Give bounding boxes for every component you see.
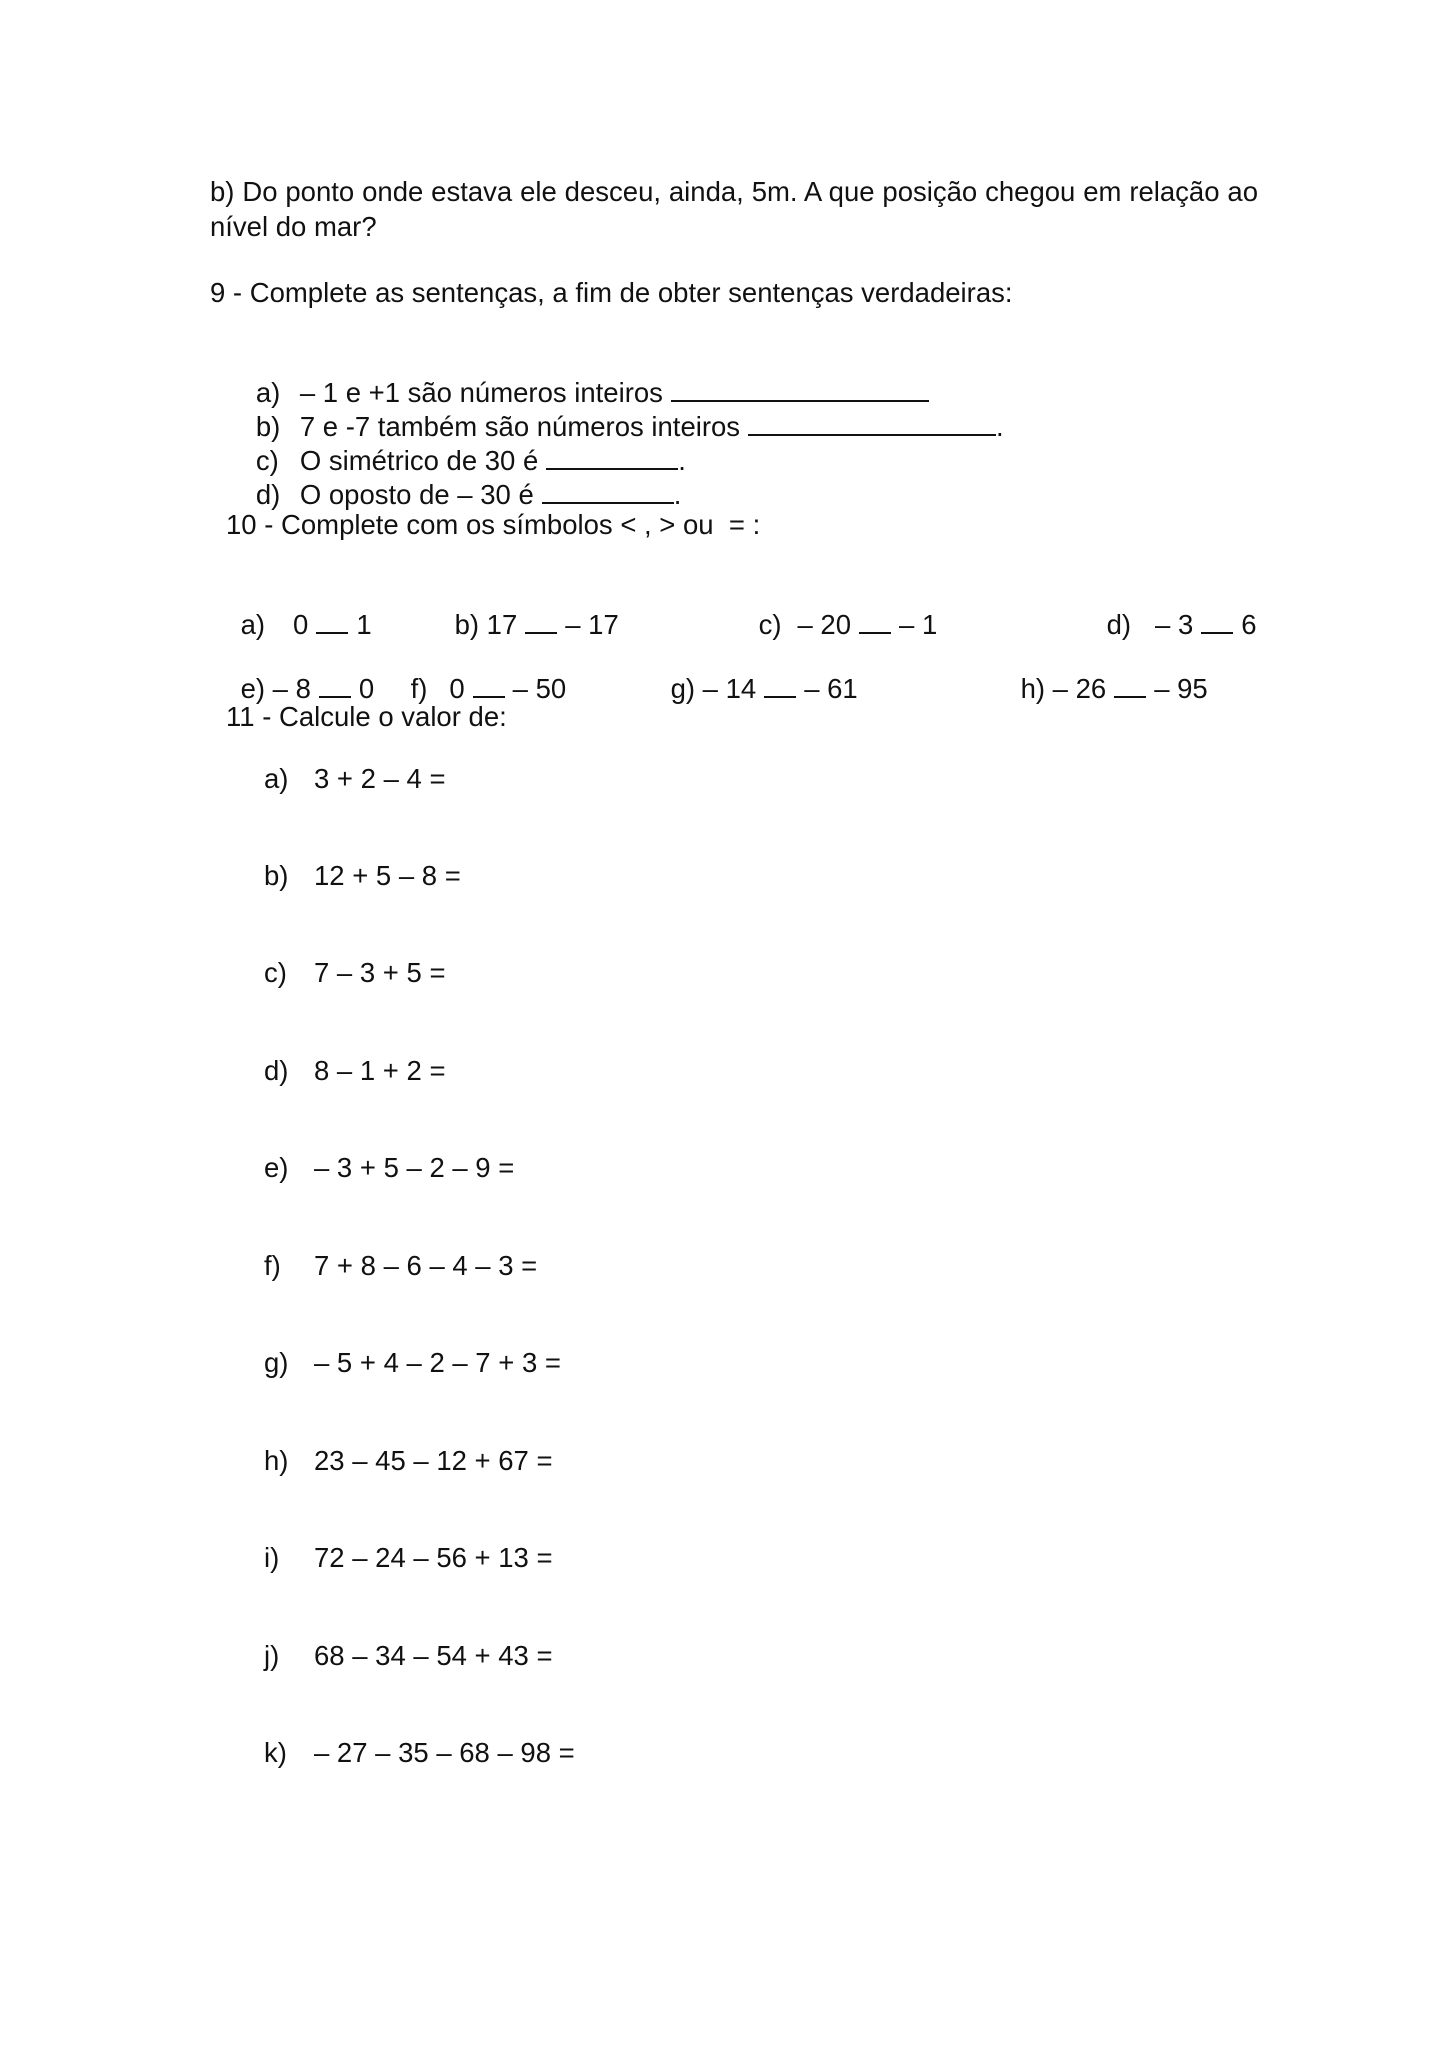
item-label: h) — [1020, 673, 1046, 704]
question-11-item-b — [264, 859, 461, 893]
question-11-item-k — [264, 1736, 575, 1770]
item-label: k) — [264, 1737, 287, 1768]
item-label: a) — [255, 377, 281, 408]
compare-left: 0 — [293, 609, 309, 640]
compare-right: – 17 — [565, 609, 619, 640]
expression: 8 – 1 + 2 = — [314, 1055, 446, 1086]
item-label: b) — [454, 609, 480, 640]
expression: 72 – 24 – 56 + 13 = — [314, 1542, 553, 1573]
compare-left: – 14 — [702, 673, 757, 704]
item-text: 7 e -7 também são números inteiros — [299, 411, 741, 442]
symbol-blank[interactable] — [316, 606, 348, 634]
item-label: d) — [264, 1055, 289, 1086]
item-label: a) — [264, 763, 289, 794]
question-9-list — [210, 340, 1004, 510]
expression: 23 – 45 – 12 + 67 = — [314, 1445, 553, 1476]
question-10-item-h — [990, 636, 1208, 740]
item-label: b) — [255, 411, 281, 442]
compare-left: – 26 — [1052, 673, 1107, 704]
compare-right: – 50 — [512, 673, 567, 704]
question-11-item-d — [264, 1054, 446, 1088]
question-11-item-c — [264, 956, 446, 990]
item-label: g) — [670, 673, 696, 704]
question-11-item-a — [264, 762, 446, 796]
compare-right: – 61 — [804, 673, 858, 704]
item-label: c) — [758, 609, 782, 640]
expression: 7 – 3 + 5 = — [314, 957, 446, 988]
compare-left: – 20 — [797, 609, 852, 640]
item-label: d) — [255, 479, 281, 510]
symbol-blank[interactable] — [1201, 606, 1233, 634]
compare-right: – 95 — [1154, 673, 1208, 704]
expression: – 27 – 35 – 68 – 98 = — [314, 1737, 575, 1768]
question-10-heading: 10 - Complete com os símbolos < , > ou = : — [226, 509, 761, 540]
symbol-blank[interactable] — [525, 606, 557, 634]
item-label: a) — [240, 609, 266, 640]
question-10-item-g — [640, 636, 858, 740]
item-label: d) — [1106, 609, 1132, 640]
compare-right: 1 — [356, 609, 372, 640]
question-11-item-j — [264, 1639, 553, 1673]
compare-right: 6 — [1241, 609, 1257, 640]
answer-blank[interactable] — [671, 374, 929, 402]
item-label: h) — [264, 1445, 289, 1476]
symbol-blank[interactable] — [319, 670, 351, 698]
expression: 12 + 5 – 8 = — [314, 860, 461, 891]
item-end: . — [996, 411, 1004, 442]
compare-left: – 3 — [1155, 609, 1194, 640]
question-11-item-e — [264, 1151, 514, 1185]
item-label: e) — [240, 673, 266, 704]
expression: 7 + 8 – 6 – 4 – 3 = — [314, 1250, 538, 1281]
compare-right: 0 — [358, 673, 375, 704]
question-8b-text: b) Do ponto onde estava ele desceu, ainda, 5m. A que posição chegou em relação ao nível do mar? — [210, 176, 1258, 242]
answer-blank[interactable] — [546, 442, 678, 470]
question-11-item-i — [264, 1541, 553, 1575]
symbol-blank[interactable] — [473, 670, 505, 698]
compare-right: – 1 — [899, 609, 938, 640]
item-label: e) — [264, 1152, 289, 1183]
symbol-blank[interactable] — [859, 606, 891, 634]
question-9-heading: 9 - Complete as sentenças, a fim de obter sentenças verdadeiras: — [210, 277, 1013, 308]
compare-left: – 8 — [272, 673, 311, 704]
compare-left: 17 — [486, 609, 518, 640]
item-end: . — [678, 445, 686, 476]
item-label: g) — [264, 1347, 289, 1378]
item-text: O oposto de – 30 é — [299, 479, 534, 510]
symbol-blank[interactable] — [764, 670, 796, 698]
item-label: b) — [264, 860, 289, 891]
expression: – 3 + 5 – 2 – 9 = — [314, 1152, 515, 1183]
question-11-item-f — [264, 1249, 537, 1283]
compare-left: 0 — [449, 673, 465, 704]
item-label: c) — [264, 957, 287, 988]
item-label: f) — [410, 673, 428, 704]
question-11-heading: 11 - Calcule o valor de: — [226, 701, 507, 732]
expression: – 5 + 4 – 2 – 7 + 3 = — [314, 1347, 561, 1378]
item-end: . — [673, 479, 682, 510]
expression: 3 + 2 – 4 = — [314, 763, 446, 794]
answer-blank[interactable] — [542, 476, 674, 504]
answer-blank[interactable] — [748, 408, 996, 436]
item-label: c) — [255, 445, 279, 476]
question-11-item-g — [264, 1346, 561, 1380]
item-label: j) — [264, 1640, 280, 1671]
item-text: O simétrico de 30 é — [299, 445, 539, 476]
expression: 68 – 34 – 54 + 43 = — [314, 1640, 553, 1671]
item-label: f) — [264, 1250, 281, 1281]
question-11-item-h — [264, 1444, 553, 1478]
symbol-blank[interactable] — [1114, 670, 1146, 698]
item-label: i) — [264, 1542, 280, 1573]
item-text: – 1 e +1 são números inteiros — [299, 377, 663, 408]
question-9-item-a — [210, 340, 1004, 408]
